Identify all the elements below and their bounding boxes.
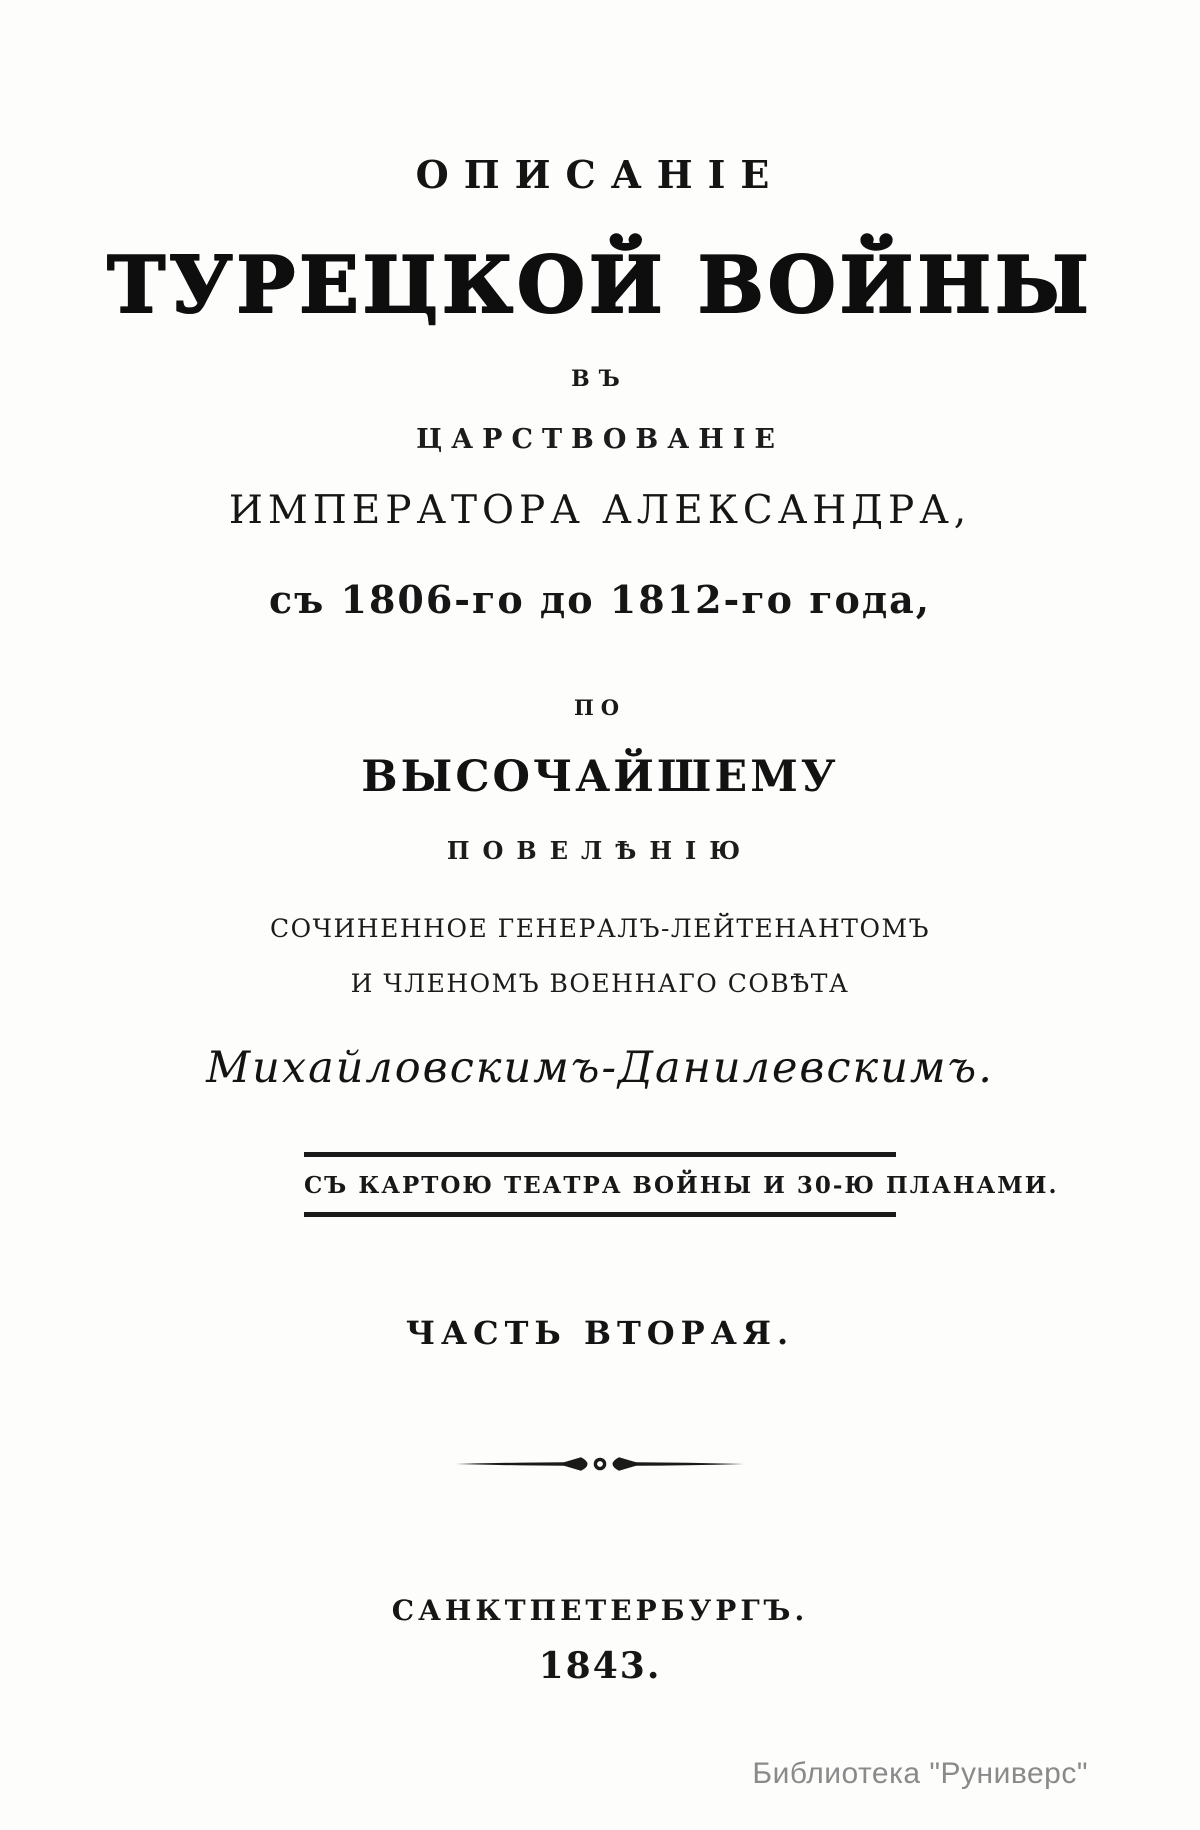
half-title: ОПИСАНІЕ <box>415 152 785 197</box>
main-title: ТУРЕЦКОЙ ВОЙНЫ <box>107 240 1093 331</box>
imprint-city: САНКТПЕТЕРБУРГЪ. <box>391 1594 809 1627</box>
author-role-line-1: СОЧИНЕННОЕ ГЕНЕРАЛЪ-ЛЕЙТЕНАНТОМЪ <box>270 914 930 943</box>
tapered-rule-ornament-icon <box>454 1450 746 1478</box>
highest-word: ВЫСОЧАЙШЕМУ <box>361 752 839 802</box>
plates-note: СЪ КАРТОЮ ТЕАТРА ВОЙНЫ И 30-Ю ПЛАНАМИ. <box>304 1172 1059 1199</box>
preposition-by: ПО <box>573 695 627 720</box>
plates-note-rules <box>304 1152 1059 1217</box>
author-role-line-2: И ЧЛЕНОМЪ ВОЕННАГО СОВѢТА <box>350 969 850 998</box>
imprint-year: 1843. <box>538 1645 662 1687</box>
tail-ornament <box>454 1450 746 1478</box>
command-word: ПОВЕЛѢНІЮ <box>446 836 754 865</box>
library-watermark: Библиотека "Руниверс" <box>752 1757 1088 1790</box>
preposition-in: ВЪ <box>571 366 629 392</box>
reign-word: ЦАРСТВОВАНІЕ <box>416 424 784 455</box>
part-designation: ЧАСТЬ ВТОРАЯ. <box>405 1314 795 1352</box>
years-line: съ 1806-го до 1812-го года, <box>268 577 932 622</box>
emperor-line: ИМПЕРАТОРА АЛЕКСАНДРА, <box>228 488 972 533</box>
author-name: Михайловскимъ-Данилевскимъ. <box>206 1043 994 1093</box>
